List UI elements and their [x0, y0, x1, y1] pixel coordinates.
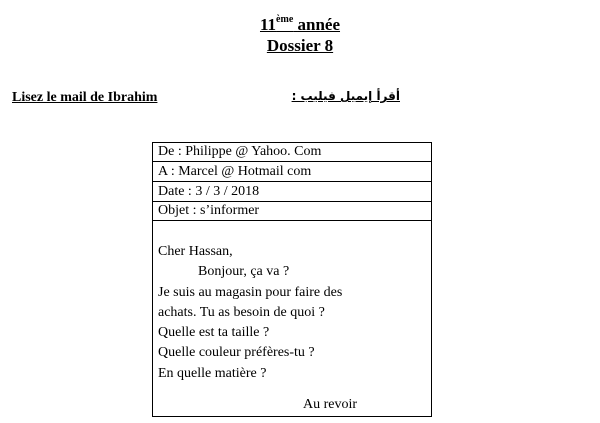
- dossier-title: Dossier 8: [266, 36, 334, 55]
- grade-word: année: [297, 15, 341, 34]
- email-line: En quelle matière ?: [158, 365, 267, 381]
- instruction-french: Lisez le mail de Ibrahim: [12, 90, 158, 105]
- grade-number: 11: [259, 15, 277, 34]
- email-subject: Objet : s’informer: [153, 202, 431, 221]
- email-signoff: Au revoir: [303, 397, 358, 412]
- instruction-arabic: أقرأ إيميل فيليب :: [291, 89, 400, 103]
- grade-title: [0, 14, 600, 35]
- email-body: [153, 221, 431, 384]
- email-line: achats. Tu as besoin de quoi ?: [158, 304, 325, 320]
- document-title: [0, 14, 600, 56]
- email-line: Quelle est ta taille ?: [158, 325, 270, 341]
- email-line: Je suis au magasin pour faire des: [158, 284, 343, 300]
- email-line: Bonjour, ça va ?: [198, 264, 290, 280]
- grade-superscript: ème: [276, 14, 294, 26]
- email-line: Quelle couleur préfères-tu ?: [158, 345, 315, 361]
- email-greeting: Cher Hassan,: [158, 244, 233, 259]
- email-from: De : Philippe @ Yahoo. Com: [153, 143, 431, 162]
- email-date: Date : 3 / 3 / 2018: [153, 182, 431, 202]
- email-box: [152, 142, 432, 417]
- email-to: A : Marcel @ Hotmail com: [153, 162, 431, 182]
